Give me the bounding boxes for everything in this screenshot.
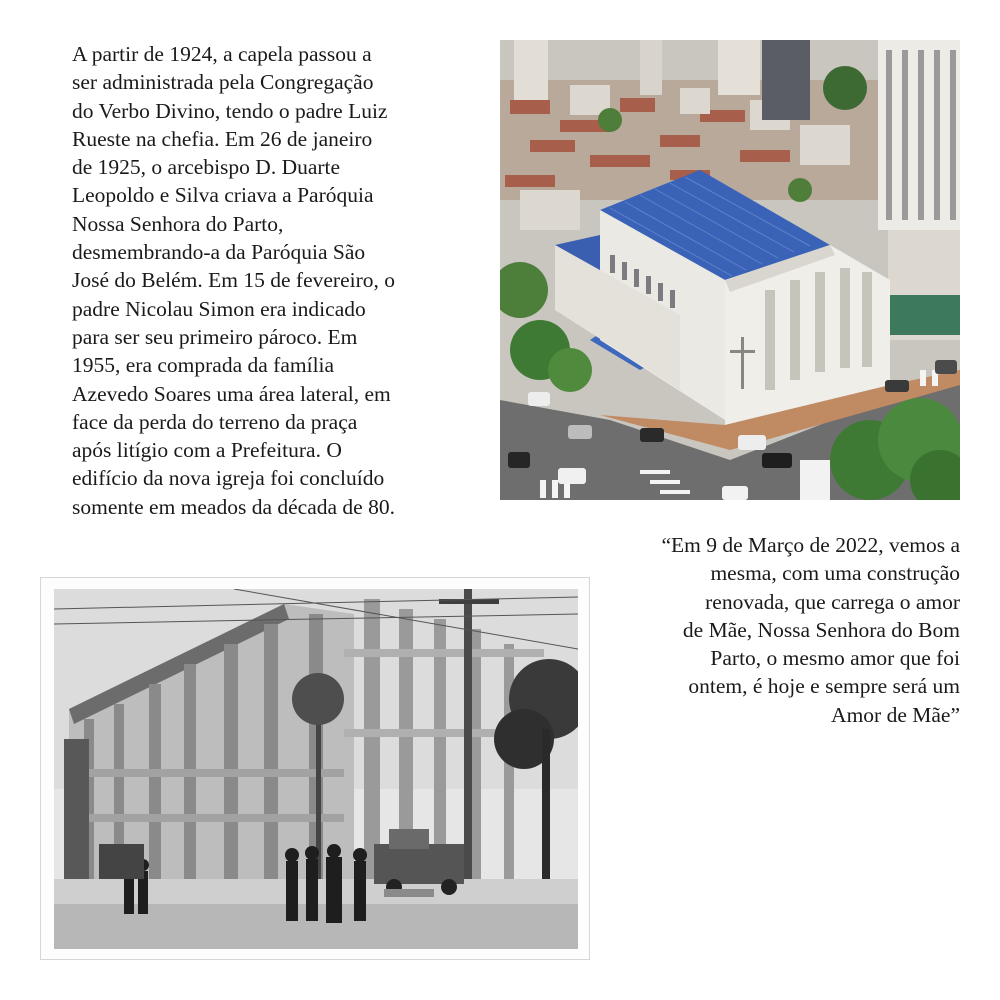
paragraph-line: somente em meados da década de 80. xyxy=(72,494,395,519)
paragraph-line: José do Belém. Em 15 de fevereiro, o xyxy=(72,268,396,293)
paragraph-line: A partir de 1924, a capela passou a xyxy=(72,42,372,66)
paragraph-line: de 1925, o arcebispo D. Duarte xyxy=(72,155,341,180)
quote-line: Amor de Mãe” xyxy=(831,702,960,727)
pull-quote xyxy=(600,531,960,729)
paragraph-line: para ser seu primeiro pároco. Em xyxy=(72,324,358,349)
paragraph-line: face da perda do terreno da praça xyxy=(72,409,358,434)
quote-line: renovada, que carrega o amor xyxy=(705,589,960,614)
paragraph-line: desmembrando-a da Paróquia São xyxy=(72,240,366,265)
quote-line: “Em 9 de Março de 2022, vemos a xyxy=(661,533,960,557)
paragraph-line: Nossa Senhora do Parto, xyxy=(72,211,284,236)
paragraph-line: 1955, era comprada da família xyxy=(72,353,335,378)
paragraph-line: Azevedo Soares uma área lateral, em xyxy=(72,381,391,406)
paragraph-line: Leopoldo e Silva criava a Paróquia xyxy=(72,183,374,208)
paragraph-line: após litígio com a Prefeitura. O xyxy=(72,438,342,463)
paragraph-line: edifício da nova igreja foi concluído xyxy=(72,466,385,491)
paragraph-line: do Verbo Divino, tendo o padre Luiz xyxy=(72,98,388,123)
paragraph-line: padre Nicolau Simon era indicado xyxy=(72,296,366,321)
historic-photo-frame xyxy=(40,577,590,960)
quote-line: de Mãe, Nossa Senhora do Bom xyxy=(682,617,960,642)
church-construction-photo xyxy=(54,589,578,949)
church-aerial-photo xyxy=(500,40,960,500)
paragraph-line: Rueste na chefia. Em 26 de janeiro xyxy=(72,126,373,151)
quote-line: mesma, com uma construção xyxy=(710,561,960,586)
quote-line: Parto, o mesmo amor que foi xyxy=(710,646,960,671)
paragraph-line: ser administrada pela Congregação xyxy=(72,70,374,95)
history-paragraph xyxy=(72,40,452,521)
quote-line: ontem, é hoje e sempre será um xyxy=(688,674,960,699)
